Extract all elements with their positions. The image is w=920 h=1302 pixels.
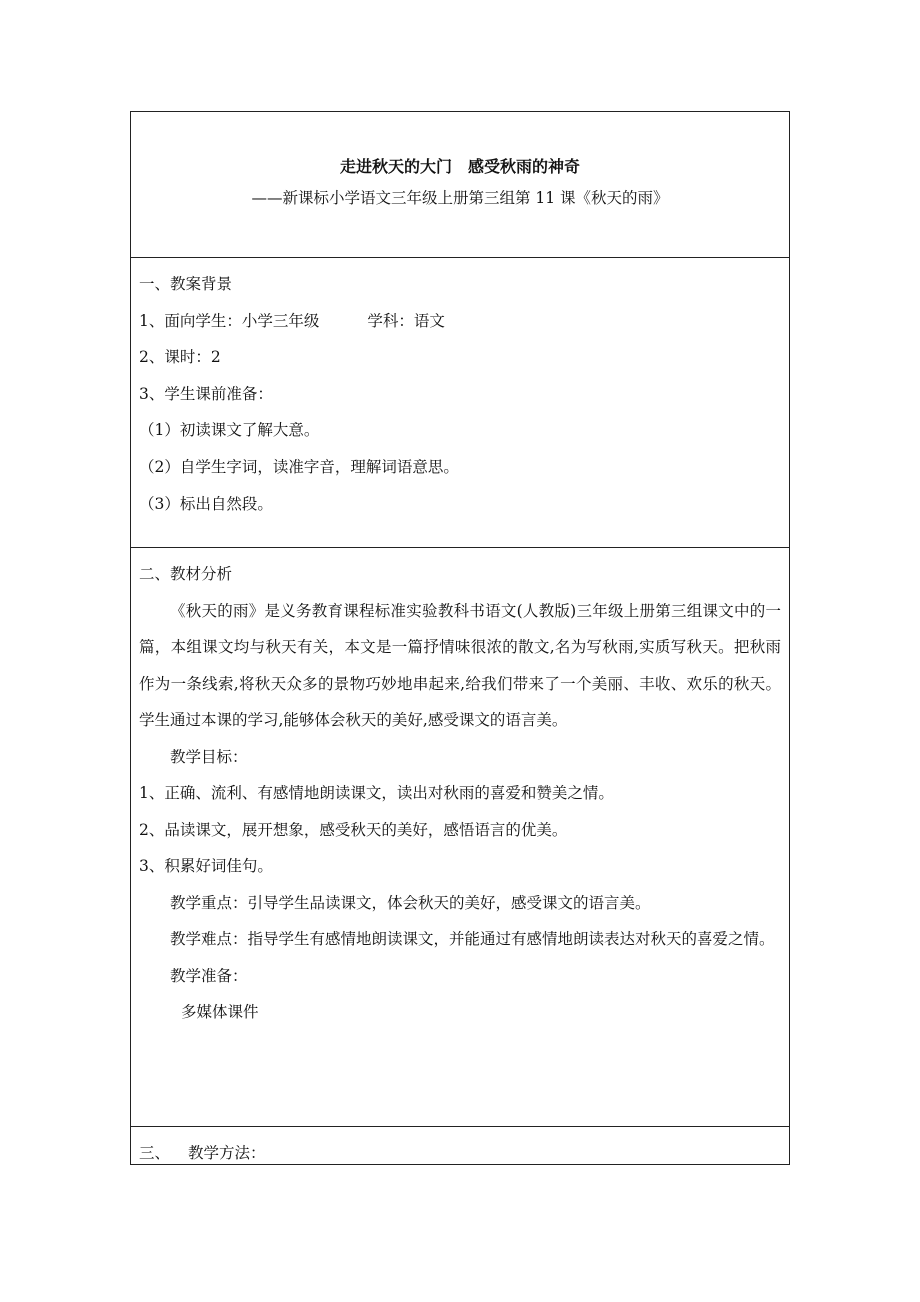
difficulty: 教学难点：指导学生有感情地朗读课文，并能通过有感情地朗读表达对秋天的喜爱之情。 [170, 930, 775, 948]
method-heading: 教学方法： [188, 1144, 266, 1162]
analysis-heading: 二、教材分析 [139, 565, 233, 583]
background-heading: 一、教案背景 [139, 275, 233, 293]
background-section [131, 258, 789, 548]
hours-line: 2、课时：2 [139, 348, 221, 367]
lesson-plan-table [130, 111, 790, 1165]
goal-item: 3、积累好词佳句。 [139, 857, 273, 875]
prep-item: （2）自学生字词，读准字音，理解词语意思。 [139, 457, 459, 476]
teaching-prep-item: 多媒体课件 [181, 1003, 259, 1021]
title-section [131, 112, 789, 258]
analysis-paragraph: 《秋天的雨》是义务教育课程标准实验教科书语文(人教版)三年级上册第三组课文中的一篇，本组课文均与秋天有关，本文是一篇抒情味很浓的散文,名为写秋雨,实质写秋天。把秋雨作为一条线索,将秋天众多的景物巧妙地串起来,给我们带来了一个美丽、丰收、欢乐的秋天。学生通过本课的学习,能够体会秋天的美好,感受课文的语言美。 [139, 601, 781, 729]
goals-heading: 教学目标： [170, 747, 248, 766]
prep-heading: 3、学生课前准备： [139, 384, 273, 403]
goal-item: 1、正确、流利、有感情地朗读课文，读出对秋雨的喜爱和赞美之情。 [139, 784, 614, 802]
page-subtitle: ——新课标小学语文三年级上册第三组第 11 课《秋天的雨》 [251, 189, 669, 207]
prep-item: （3）标出自然段。 [139, 494, 273, 513]
method-section [131, 1127, 789, 1164]
goal-item: 2、品读课文，展开想象，感受秋天的美好，感悟语言的优美。 [139, 820, 568, 839]
method-line [139, 1135, 781, 1172]
page-title: 走进秋天的大门 感受秋雨的神奇 [339, 157, 580, 176]
key-point: 教学重点：引导学生品读课文，体会秋天的美好，感受课文的语言美。 [170, 893, 651, 912]
students-label: 1、面向学生：小学三年级 [139, 311, 320, 330]
prep-item: （1）初读课文了解大意。 [139, 421, 320, 440]
subject-label: 学科：语文 [367, 311, 445, 330]
analysis-section [131, 548, 789, 1127]
teaching-prep-heading: 教学准备： [170, 966, 248, 985]
students-line [139, 303, 781, 340]
method-number: 三、 [139, 1144, 171, 1162]
